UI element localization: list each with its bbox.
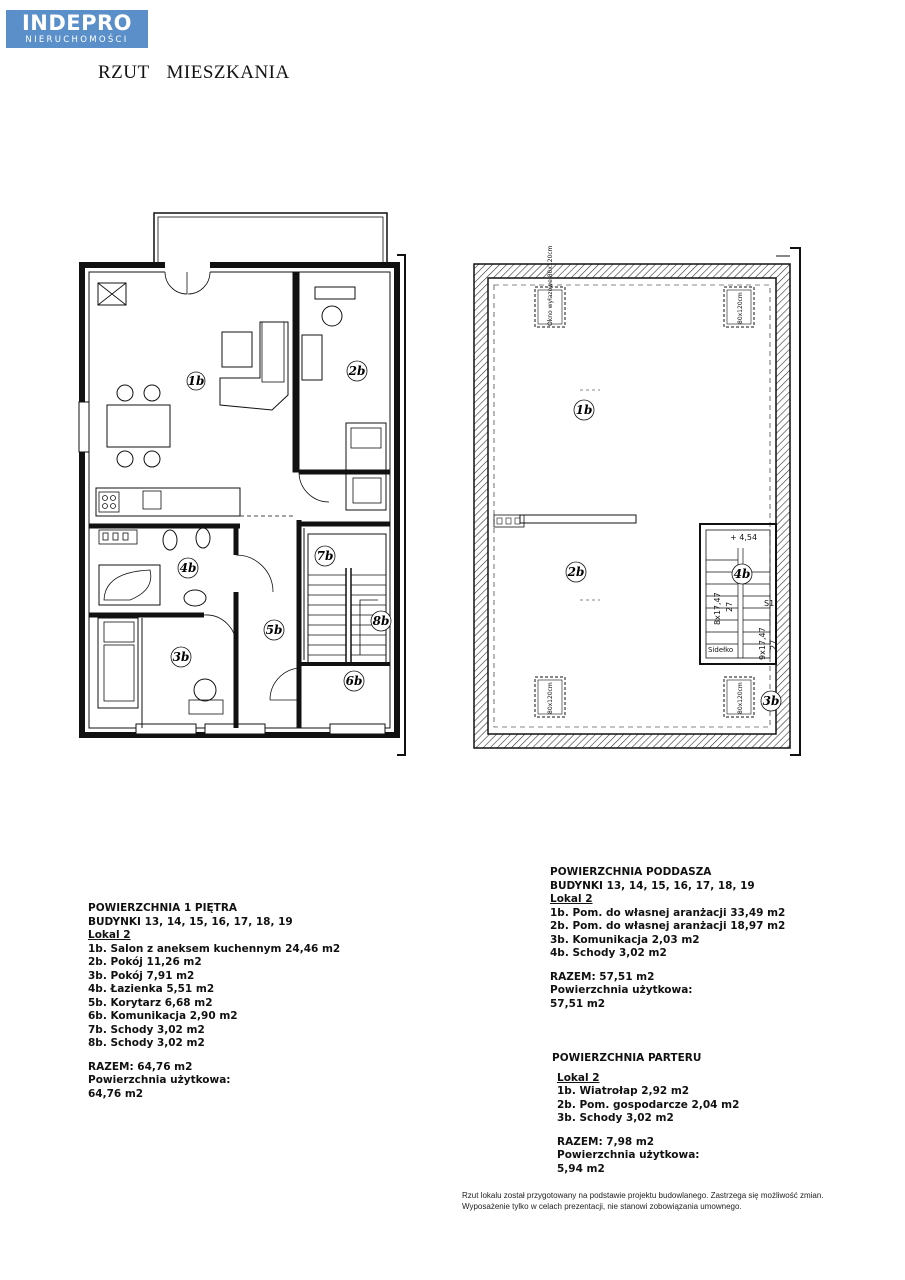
ground-item: 2b. Pom. gospodarcze 2,04 m2 xyxy=(557,1098,740,1111)
ground-heading: POWIERZCHNIA PARTERU xyxy=(552,1052,702,1064)
floor1-item: 7b. Schody 3,02 m2 xyxy=(88,1023,205,1036)
floor1-summary xyxy=(88,902,340,1101)
floor1-item: 8b. Schody 3,02 m2 xyxy=(88,1037,205,1049)
attic-item: 4b. Schody 3,02 m2 xyxy=(550,947,667,959)
attic-buildings: BUDYNKI 13, 14, 15, 16, 17, 18, 19 xyxy=(550,879,755,892)
floor1-room-7b: 7b xyxy=(316,549,334,563)
attic-room-4b: 4b xyxy=(733,567,751,581)
floor1-room-2b: 2b xyxy=(348,364,366,378)
ground-item: 3b. Schody 3,02 m2 xyxy=(557,1112,674,1124)
attic-stairs-dim-b: 9x17,47 xyxy=(758,627,767,660)
attic-summary xyxy=(550,866,785,1011)
ground-usable-value: 5,94 m2 xyxy=(557,1162,605,1175)
floor1-item: 6b. Komunikacja 2,90 m2 xyxy=(88,1010,238,1022)
attic-room-1b: 1b xyxy=(575,403,593,417)
ground-unit: Lokal 2 xyxy=(557,1071,600,1084)
logo-tagline: NIERUCHOMOŚCI xyxy=(25,35,129,45)
floor1-usable-value: 64,76 m2 xyxy=(88,1087,144,1100)
attic-usable-label: Powierzchnia użytkowa: xyxy=(550,984,693,996)
attic-plan xyxy=(474,248,800,755)
attic-heading: POWIERZCHNIA PODDASZA xyxy=(550,866,712,878)
floor1-item: 3b. Pokój 7,91 m2 xyxy=(88,969,195,982)
attic-stairs-code: S1 xyxy=(764,599,775,608)
attic-stairs-dim-d: 27 xyxy=(769,639,778,650)
attic-item: 1b. Pom. do własnej aranżacji 33,49 m2 xyxy=(550,906,786,919)
attic-stairs-dim-c: 27 xyxy=(725,601,734,612)
ground-item: 1b. Wiatrołap 2,92 m2 xyxy=(557,1085,690,1097)
floor1-item: 2b. Pokój 11,26 m2 xyxy=(88,956,202,968)
ground-usable-label: Powierzchnia użytkowa: xyxy=(557,1149,700,1161)
floor1-unit: Lokal 2 xyxy=(88,929,131,941)
attic-usable-value: 57,51 m2 xyxy=(550,997,606,1010)
floor1-room-8b: 8b xyxy=(372,614,390,628)
floor1-room-4b: 4b xyxy=(179,561,197,575)
page-title: RZUT MIESZKANIA xyxy=(98,62,290,83)
attic-level-mark: + 4,54 xyxy=(730,533,758,542)
floor1-total: RAZEM: 64,76 m2 xyxy=(88,1060,193,1073)
disclaimer-line: Rzut lokalu został przygotowany na podstawie projektu budowlanego. Zastrzega się możliwość zmian. xyxy=(462,1191,824,1200)
floor1-room-1b: 1b xyxy=(187,374,205,388)
balcony xyxy=(154,213,387,267)
attic-unit: Lokal 2 xyxy=(550,893,593,905)
attic-item: 3b. Komunikacja 2,03 m2 xyxy=(550,933,700,946)
attic-stairs-dim-a: 8x17,47 xyxy=(713,592,722,625)
ground-summary xyxy=(552,1052,739,1176)
floor1-item: 1b. Salon z aneksem kuchennym 24,46 m2 xyxy=(88,942,341,955)
disclaimer-line: Wyposażenie tylko w celach prezentacji, nie stanowi zobowiązania umownego. xyxy=(462,1202,742,1211)
attic-skylight-exit-label: Okno wyłazowe 80x120cm xyxy=(547,245,554,326)
attic-total: RAZEM: 57,51 m2 xyxy=(550,970,655,983)
floor1-heading: POWIERZCHNIA 1 PIĘTRA xyxy=(88,902,238,914)
floor1-item: 4b. Łazienka 5,51 m2 xyxy=(88,983,215,995)
attic-room-3b: 3b xyxy=(762,694,780,708)
ground-total: RAZEM: 7,98 m2 xyxy=(557,1135,655,1148)
floor1-usable-label: Powierzchnia użytkowa: xyxy=(88,1074,231,1086)
floor1-item: 5b. Korytarz 6,68 m2 xyxy=(88,996,213,1009)
floor1-room-5b: 5b xyxy=(265,623,283,637)
attic-item: 2b. Pom. do własnej aranżacji 18,97 m2 xyxy=(550,920,786,932)
floor1-buildings: BUDYNKI 13, 14, 15, 16, 17, 18, 19 xyxy=(88,915,293,928)
attic-room-2b: 2b xyxy=(567,565,585,579)
disclaimer xyxy=(462,1190,824,1212)
attic-skylight-label-tr: 80x120cm xyxy=(737,292,744,324)
logo-name: INDEPRO xyxy=(21,11,133,35)
attic-skylight-label-br: 80x120cm xyxy=(737,682,744,714)
floor1-room-3b: 3b xyxy=(172,650,190,664)
floor1-room-6b: 6b xyxy=(345,674,363,688)
attic-skylight-label-bl: 80x120cm xyxy=(547,682,554,714)
attic-chimney-note: Sidełko xyxy=(708,646,734,654)
